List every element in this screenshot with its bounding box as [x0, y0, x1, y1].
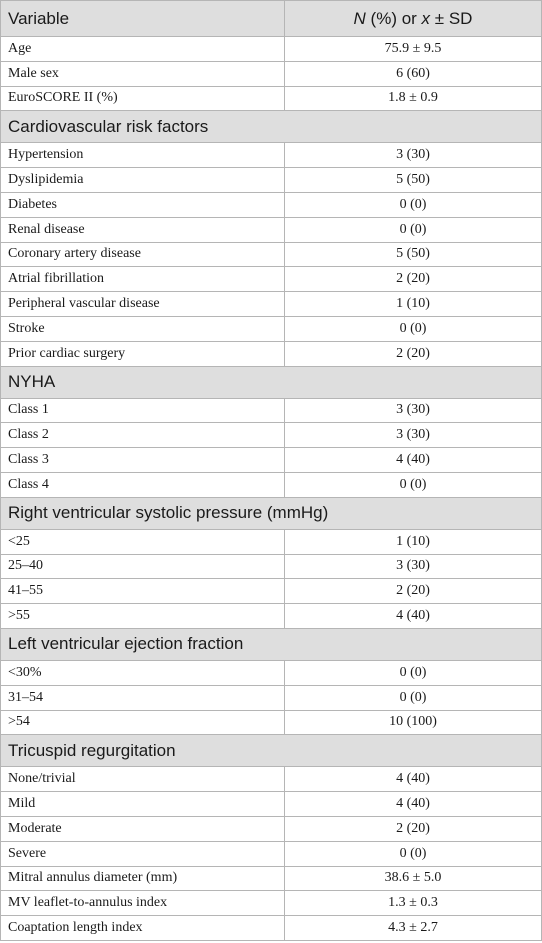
value-cell: 1 (10) — [285, 529, 542, 554]
table-body — [1, 37, 542, 941]
value-cell: 3 (30) — [285, 423, 542, 448]
variable-cell: Coronary artery disease — [1, 242, 285, 267]
variable-cell: Mild — [1, 792, 285, 817]
value-cell: 38.6 ± 5.0 — [285, 866, 542, 891]
value-cell: 0 (0) — [285, 316, 542, 341]
section-label: Cardiovascular risk factors — [1, 111, 542, 143]
section-header-row — [1, 735, 542, 767]
table-row — [1, 792, 542, 817]
value-cell: 0 (0) — [285, 685, 542, 710]
variable-cell: EuroSCORE II (%) — [1, 86, 285, 111]
table-row — [1, 660, 542, 685]
variable-cell: 25–40 — [1, 554, 285, 579]
value-cell: 0 (0) — [285, 472, 542, 497]
variable-cell: Class 3 — [1, 448, 285, 473]
value-cell: 4 (40) — [285, 792, 542, 817]
section-header-row — [1, 497, 542, 529]
value-cell: 1.3 ± 0.3 — [285, 891, 542, 916]
variable-cell: Renal disease — [1, 217, 285, 242]
value-cell: 0 (0) — [285, 841, 542, 866]
table-row — [1, 37, 542, 62]
table-row — [1, 767, 542, 792]
variable-cell: Class 1 — [1, 398, 285, 423]
table-row — [1, 86, 542, 111]
value-cell: 2 (20) — [285, 341, 542, 366]
table-row — [1, 866, 542, 891]
value-cell: 2 (20) — [285, 579, 542, 604]
variable-cell: Age — [1, 37, 285, 62]
table-row — [1, 192, 542, 217]
header-value — [285, 1, 542, 37]
header-sd: ± SD — [430, 8, 473, 28]
section-label: Tricuspid regurgitation — [1, 735, 542, 767]
table-row — [1, 472, 542, 497]
table-row — [1, 292, 542, 317]
value-cell: 5 (50) — [285, 242, 542, 267]
header-n: N — [353, 8, 366, 28]
value-cell: 1 (10) — [285, 292, 542, 317]
section-header-row — [1, 628, 542, 660]
table-row — [1, 579, 542, 604]
table-header — [1, 1, 542, 37]
variable-cell: 31–54 — [1, 685, 285, 710]
table-row — [1, 242, 542, 267]
section-label: Left ventricular ejection fraction — [1, 628, 542, 660]
variable-cell: Peripheral vascular disease — [1, 292, 285, 317]
variable-cell: Coaptation length index — [1, 916, 285, 941]
value-cell: 5 (50) — [285, 168, 542, 193]
value-cell: 3 (30) — [285, 554, 542, 579]
value-cell: 3 (30) — [285, 143, 542, 168]
variable-cell: Atrial fibrillation — [1, 267, 285, 292]
variable-cell: >55 — [1, 604, 285, 629]
variable-cell: Severe — [1, 841, 285, 866]
variable-cell: <30% — [1, 660, 285, 685]
section-header-row — [1, 111, 542, 143]
variable-cell: <25 — [1, 529, 285, 554]
table-row — [1, 891, 542, 916]
table-row — [1, 604, 542, 629]
variable-cell: MV leaflet-to-annulus index — [1, 891, 285, 916]
value-cell: 4 (40) — [285, 448, 542, 473]
table-row — [1, 398, 542, 423]
variable-cell: None/trivial — [1, 767, 285, 792]
value-cell: 0 (0) — [285, 217, 542, 242]
value-cell: 4 (40) — [285, 604, 542, 629]
variable-cell: 41–55 — [1, 579, 285, 604]
variable-cell: Dyslipidemia — [1, 168, 285, 193]
variable-cell: Mitral annulus diameter (mm) — [1, 866, 285, 891]
table-row — [1, 267, 542, 292]
header-pct: (%) or — [365, 8, 422, 28]
value-cell: 4 (40) — [285, 767, 542, 792]
table-row — [1, 841, 542, 866]
variable-cell: >54 — [1, 710, 285, 735]
value-cell: 0 (0) — [285, 660, 542, 685]
variable-cell: Diabetes — [1, 192, 285, 217]
table-row — [1, 916, 542, 941]
variable-cell: Hypertension — [1, 143, 285, 168]
table-row — [1, 529, 542, 554]
table-row — [1, 168, 542, 193]
header-row — [1, 1, 542, 37]
value-cell: 4.3 ± 2.7 — [285, 916, 542, 941]
value-cell: 6 (60) — [285, 61, 542, 86]
variable-cell: Class 4 — [1, 472, 285, 497]
section-label: NYHA — [1, 366, 542, 398]
table-row — [1, 217, 542, 242]
variable-cell: Class 2 — [1, 423, 285, 448]
variable-cell: Prior cardiac surgery — [1, 341, 285, 366]
header-x: x — [421, 8, 431, 28]
variable-cell: Male sex — [1, 61, 285, 86]
value-cell: 1.8 ± 0.9 — [285, 86, 542, 111]
value-cell: 0 (0) — [285, 192, 542, 217]
table-row — [1, 448, 542, 473]
table-row — [1, 143, 542, 168]
value-cell: 2 (20) — [285, 816, 542, 841]
table-row — [1, 61, 542, 86]
variable-cell: Stroke — [1, 316, 285, 341]
table-row — [1, 316, 542, 341]
value-cell: 75.9 ± 9.5 — [285, 37, 542, 62]
value-cell: 10 (100) — [285, 710, 542, 735]
value-cell: 2 (20) — [285, 267, 542, 292]
header-variable: Variable — [1, 1, 285, 37]
table-row — [1, 816, 542, 841]
variable-cell: Moderate — [1, 816, 285, 841]
value-cell: 3 (30) — [285, 398, 542, 423]
section-label: Right ventricular systolic pressure (mmHg) — [1, 497, 542, 529]
table-row — [1, 710, 542, 735]
table-row — [1, 685, 542, 710]
table-row — [1, 554, 542, 579]
section-header-row — [1, 366, 542, 398]
table-row — [1, 423, 542, 448]
table-row — [1, 341, 542, 366]
